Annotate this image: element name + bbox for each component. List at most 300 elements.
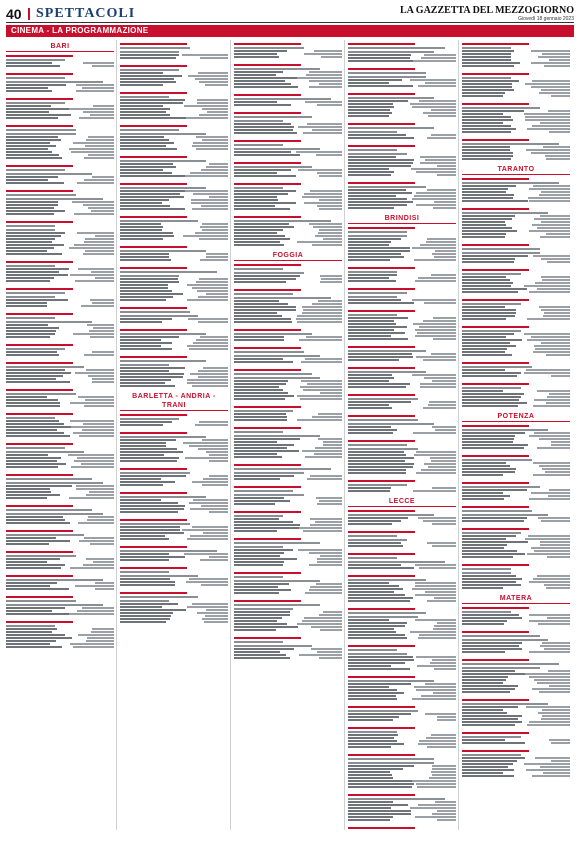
cinema-address-line [234,576,283,578]
showtime-row [348,198,456,200]
showtime-row [6,232,114,234]
cinema-listing [234,183,342,213]
showtime-row [234,475,342,477]
showtime-row [462,155,570,157]
showtime-row [6,148,114,150]
showtime-row [234,154,342,156]
showtime-row [234,617,342,619]
cinema-name-line [120,183,187,185]
cinema-address-line [234,333,312,335]
showtime-row [234,416,342,418]
showtime-row [120,99,228,101]
cinema-name-line [462,482,529,484]
cinema-address-line [6,194,76,196]
showtime-row [234,361,342,363]
showtime-row [6,280,114,282]
showtime-row [462,110,570,112]
showtime-row [234,151,342,153]
showtime-row [120,117,228,119]
showtime-row [462,309,570,311]
showtime-row [120,199,228,201]
showtime-row [120,111,228,113]
cinema-name-line [234,538,301,540]
cinema-address-line [348,97,434,99]
showtime-row [348,85,456,87]
showtime-row [462,50,570,52]
showtime-row [348,628,456,630]
cinema-listing [120,468,228,489]
cinema-name-line [6,474,73,476]
cinema-listing [348,706,456,724]
cinema-listing [6,551,114,572]
cinema-address-line [348,127,434,129]
showtime-row [6,201,114,203]
cinema-name-line [120,92,187,94]
cinema-address-line [462,303,521,305]
cinema-listing [348,531,456,550]
showtime-row [234,190,342,192]
cinema-address-line [348,235,407,237]
showtime-row [120,321,228,323]
cinema-address-line [6,604,103,606]
showtime-row [462,152,570,154]
cinema-listing [234,43,342,61]
cinema-listing [348,608,456,642]
showtime-row [120,232,228,234]
cinema-listing [462,178,570,205]
cinema-address-line [348,731,397,733]
cinema-listing [6,288,114,310]
showtime-row [348,429,456,431]
cinema-address-line [234,608,293,610]
showtime-row [234,555,342,557]
cinema-address-line [348,557,397,559]
cinema-address-line [6,173,92,175]
showtime-row [462,65,570,67]
showtime-row [462,575,570,577]
showtime-row [6,274,114,276]
cinema-listing [462,208,570,241]
cinema-listing [348,182,456,212]
showtime-row [6,582,114,584]
showtime-row [462,648,570,650]
showtime-row [120,606,228,608]
showtime-row [348,713,456,715]
showtime-row [234,80,342,82]
showtime-row [348,634,456,636]
cinema-address-line [234,546,283,548]
cinema-listing [348,288,456,307]
cinema-address-line [234,297,331,299]
showtime-row [462,739,570,741]
cinema-name-line [6,505,73,507]
showtime-row [234,358,342,360]
showtime-row [462,342,570,344]
showtime-row [120,457,228,459]
cinema-name-line [234,572,301,574]
cinema-address-line [462,754,521,756]
showtime-row [120,296,228,298]
showtime-row [462,339,570,341]
cinema-address-line [234,220,331,222]
cinema-listing [234,427,342,461]
showtime-row [6,114,114,116]
cinema-listing [6,443,114,471]
showtime-row [348,637,456,639]
cinema-address-line [462,514,548,516]
showtime-row [234,232,342,234]
cinema-name-line [120,246,187,248]
showtime-row [6,330,114,332]
showtime-row [120,72,228,74]
showtime-row [348,323,456,325]
cinema-address-line [348,371,426,373]
showtime-row [462,535,570,537]
cinema-address-line [6,600,76,602]
cinema-listing [462,732,570,747]
showtime-row [348,564,456,566]
cinema-name-line [462,269,529,271]
cinema-listing [6,98,114,122]
showtime-row [234,444,342,446]
showtime-row [348,801,456,803]
cinema-name-line [120,592,187,594]
cinema-address-line [234,272,304,274]
showtime-row [120,529,228,531]
showtime-row [6,250,114,252]
cinema-address-line [120,523,190,525]
cinema-address-line [462,459,532,461]
showtime-row [234,386,342,388]
cinema-address-line [120,187,206,189]
cinema-listing [462,631,570,656]
showtime-row [120,511,228,513]
cinema-address-line [120,220,198,222]
cinema-name-line [120,329,187,331]
showtime-row [348,719,456,721]
cinema-name-line [348,794,415,796]
cinema-listing [6,505,114,527]
cinema-listing [6,221,114,258]
cinema-address-line [234,116,312,118]
cinema-address-line [462,510,532,512]
showtime-row [348,780,456,782]
showtime-row [6,117,114,119]
showtime-row [120,284,228,286]
showtime-row [348,277,456,279]
showtime-row [348,567,456,569]
showtime-row [120,148,228,150]
showtime-row [348,622,456,624]
showtime-row [348,698,456,700]
showtime-row [348,600,456,602]
cinema-address-line [462,611,511,613]
cinema-listing [462,103,570,136]
showtime-row [6,429,114,431]
showtime-row [6,253,114,255]
showtime-row [6,558,114,560]
showtime-row [348,106,456,108]
city-heading-matera: MATERA [462,594,570,604]
showtime-row [234,614,342,616]
showtime-row [6,646,114,648]
showtime-row [120,287,228,289]
showtime-row [462,763,570,765]
showtime-row [234,657,342,659]
cinema-address-line [120,418,179,420]
showtime-row [120,502,228,504]
showtime-row [348,335,456,337]
showtime-row [234,392,342,394]
showtime-row [234,309,342,311]
cinema-address-line [120,69,179,71]
showtime-row [348,109,456,111]
cinema-name-line [348,394,415,396]
showtime-row [462,550,570,552]
cinema-name-line [234,427,301,429]
showtime-row [234,583,342,585]
showtime-row [234,235,342,237]
cinema-listing [348,93,456,120]
cinema-name-line [462,244,529,246]
cinema-name-line [348,706,415,708]
showtime-row [120,259,228,261]
showtime-row [462,465,570,467]
showtime-row [6,378,114,380]
cinema-listing [120,567,228,589]
cinema-name-line [120,43,187,45]
showtime-row [234,503,342,505]
showtime-row [6,151,114,153]
cinema-listing [120,65,228,89]
showtime-row [462,679,570,681]
showtime-row [348,201,456,203]
showtime-row [6,87,114,89]
cinema-address-line [120,575,198,577]
cinema-address-line [6,321,92,323]
showtime-row [462,438,570,440]
cinema-listing [234,572,342,597]
showtime-row [6,585,114,587]
showtime-row [6,108,114,110]
cinema-address-line [462,667,540,669]
cinema-address-line [6,169,65,171]
showtime-row [348,280,456,282]
showtime-row [120,460,228,462]
cinema-listing [348,415,456,437]
showtime-row [6,454,114,456]
showtime-row [120,584,228,586]
cinema-address-line [234,351,304,353]
showtime-row [462,285,570,287]
cinema-listing [462,750,570,780]
showtime-row [6,631,114,633]
cinema-address-line [462,429,548,431]
cinema-address-line [6,129,76,131]
showtime-row [462,462,570,464]
cinema-name-line [348,227,415,229]
cinema-name-line [462,139,529,141]
showtime-row [120,454,228,456]
showtime-row [462,315,570,317]
showtime-row [462,86,570,88]
cinema-name-line [234,329,301,331]
showtime-row [348,734,456,736]
showtime-row [348,692,456,694]
showtime-row [234,648,342,650]
cinema-address-line [6,447,65,449]
showtime-row [234,456,342,458]
showtime-row [6,207,114,209]
showtime-row [462,258,570,260]
showtime-row [234,56,342,58]
showtime-row [6,302,114,304]
cinema-name-line [234,183,301,185]
showtime-row [120,559,228,561]
showtime-row [348,238,456,240]
cinema-address-line [348,798,445,800]
showtime-row [348,115,456,117]
showtime-row [234,169,342,171]
cinema-name-line [120,216,187,218]
showtime-row [234,654,342,656]
cinema-address-line [234,580,320,582]
showtime-row [120,235,228,237]
cinema-listing [6,596,114,618]
showtime-row [348,662,456,664]
cinema-name-line [348,267,415,269]
cinema-address-line [348,653,407,655]
cinema-listing [462,455,570,479]
showtime-row [462,185,570,187]
cinema-address-line [234,120,283,122]
cinema-address-line [6,579,103,581]
cinema-address-line [120,271,217,273]
cinema-address-line [234,472,304,474]
cinema-listing [348,346,456,364]
showtime-row [234,389,342,391]
showtime-row [120,78,228,80]
section-banner: CINEMA - LA PROGRAMMAZIONE [6,25,574,37]
cinema-listing [234,511,342,535]
showtime-row [6,336,114,338]
showtime-row [234,395,342,397]
cinema-name-line [462,43,529,45]
showtime-row [120,508,228,510]
cinema-address-line [462,273,521,275]
showtime-row [234,223,342,225]
showtime-row [6,182,114,184]
cinema-listing [120,329,228,353]
showtime-row [462,351,570,353]
cinema-listing [6,190,114,218]
cinema-address-line [120,96,169,98]
showtime-row [462,772,570,774]
showtime-row [462,390,570,392]
showtime-row [462,56,570,58]
showtime-row [6,637,114,639]
cinema-address-line [6,81,103,83]
cinema-name-line [348,440,415,442]
showtime-row [120,385,228,387]
cinema-listing [120,592,228,626]
showtime-row [6,516,114,518]
cinema-address-line [348,47,445,49]
showtime-row [234,205,342,207]
showtime-row [348,689,456,691]
cinema-address-line [120,47,190,49]
showtime-row [120,208,228,210]
cinema-listing [120,216,228,243]
cinema-name-line [348,123,415,125]
cinema-address-line [462,143,559,145]
publication-date: Giovedì 18 gennaio 2023 [518,16,574,22]
showtime-row [348,716,456,718]
showtime-row [120,136,228,138]
showtime-row [348,740,456,742]
showtime-row [234,524,342,526]
cinema-listing [462,269,570,296]
showtime-row [348,582,456,584]
showtime-row [6,84,114,86]
showtime-row [462,495,570,497]
showtime-row [462,200,570,202]
cinema-listing [462,326,570,359]
showtime-row [234,199,342,201]
cinema-name-line [6,190,73,192]
showtime-row [462,538,570,540]
showtime-row [234,623,342,625]
showtime-row [462,706,570,708]
cinema-address-line [120,360,206,362]
showtime-row [234,306,342,308]
showtime-row [234,651,342,653]
cinema-name-line [234,94,301,96]
showtime-row [234,478,342,480]
cinema-listing [234,112,342,137]
cinema-address-line [348,72,426,74]
cinema-name-line [462,528,529,530]
cinema-listing [348,68,456,90]
cinema-address-line [120,160,206,162]
showtime-row [120,114,228,116]
showtime-row [120,175,228,177]
showtime-row [234,238,342,240]
showtime-row [234,564,342,566]
showtime-row [6,537,114,539]
showtime-row [6,381,114,383]
city-heading-potenza: POTENZA [462,412,570,422]
cinema-listing [6,362,114,386]
listing-column-2 [120,40,228,830]
cinema-address-line [120,311,190,313]
showtime-row [120,478,228,480]
showtime-row [120,556,228,558]
showtime-row [348,404,456,406]
showtime-row [6,628,114,630]
showtime-row [462,581,570,583]
showtime-row [234,196,342,198]
showtime-row [348,326,456,328]
cinema-listing [462,73,570,100]
cinema-name-line [462,506,529,508]
showtime-row [234,300,342,302]
showtime-row [462,718,570,720]
cinema-name-line [120,156,187,158]
cinema-listing [120,125,228,153]
showtime-row [120,451,228,453]
cinema-name-line [6,165,73,167]
